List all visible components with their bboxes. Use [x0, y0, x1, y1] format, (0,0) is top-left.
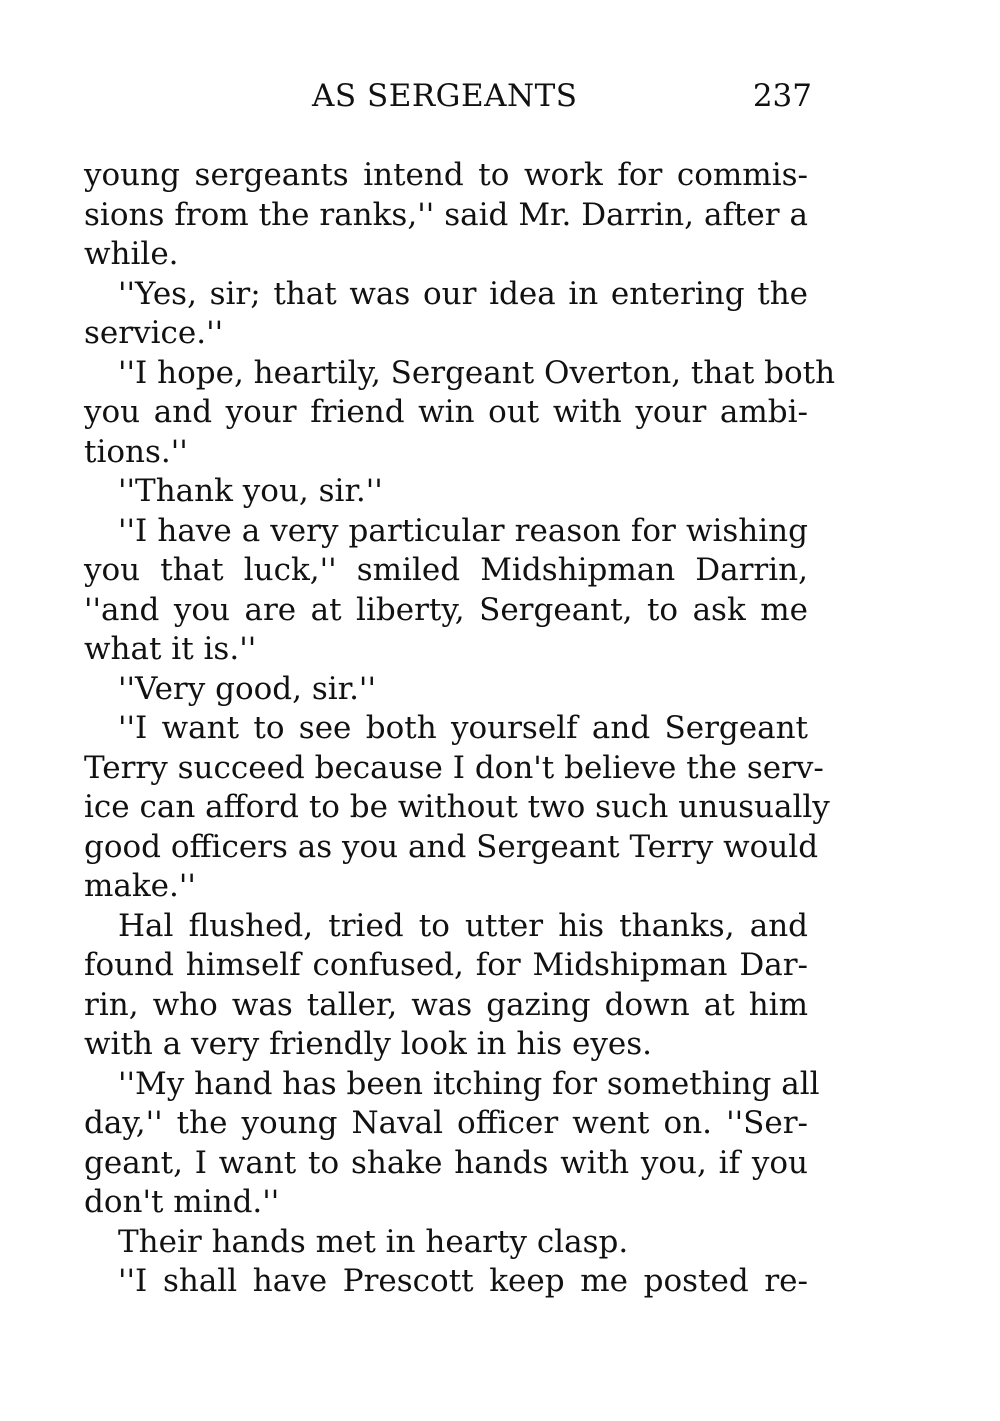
text-line: ''Very good, sir.'' [118, 670, 376, 707]
text-line: ''I shall have Prescott keep me posted re- [118, 1263, 808, 1299]
text-line: Their hands met in hearty clasp. [118, 1223, 629, 1260]
text-line: ''My hand has been itching for something all [118, 1065, 820, 1102]
text-line: young sergeants intend to work for commis- [84, 157, 808, 193]
text-line: good officers as you and Sergeant Terry would [84, 828, 819, 865]
text-line: while. [84, 236, 179, 272]
text-line: geant, I want to shake hands with you, if you [84, 1144, 808, 1181]
text-line: you that luck,'' smiled Midshipman Darrin, [84, 552, 808, 588]
text-line: ''I hope, heartily, Sergeant Overton, that both [118, 354, 836, 391]
text-line: make.'' [84, 868, 196, 904]
text-line: service.'' [84, 315, 224, 351]
text-line: ''I have a very particular reason for wishing [118, 512, 808, 549]
text-line: ''Yes, sir; that was our idea in entering the [118, 275, 808, 312]
text-line: tions.'' [84, 433, 188, 470]
text-line: day,'' the young Naval officer went on. ''Ser- [84, 1105, 808, 1141]
text-line: with a very friendly look in his eyes. [84, 1026, 652, 1062]
running-head [84, 74, 812, 118]
text-line: rin, who was taller, was gazing down at him [84, 986, 808, 1023]
page-number: 237 [752, 78, 812, 114]
text-line: found himself confused, for Midshipman Dar- [84, 947, 808, 983]
text-line: ''and you are at liberty, Sergeant, to ask me [84, 591, 808, 628]
text-line: ice can afford to be without two such unusually [84, 789, 830, 825]
text-line: Hal flushed, tried to utter his thanks, and [118, 907, 808, 944]
running-title: AS SERGEANTS [312, 78, 578, 114]
text-line: ''I want to see both yourself and Sergeant [118, 710, 808, 746]
text-line: you and your friend win out with your ambi- [84, 394, 808, 430]
text-line: ''Thank you, sir.'' [118, 473, 383, 509]
body-text [84, 156, 836, 1302]
text-line: sions from the ranks,'' said Mr. Darrin, after a [84, 196, 808, 233]
text-line: don't mind.'' [84, 1184, 280, 1220]
text-line: Terry succeed because I don't believe the serv- [84, 749, 824, 786]
text-line: what it is.'' [84, 631, 257, 667]
